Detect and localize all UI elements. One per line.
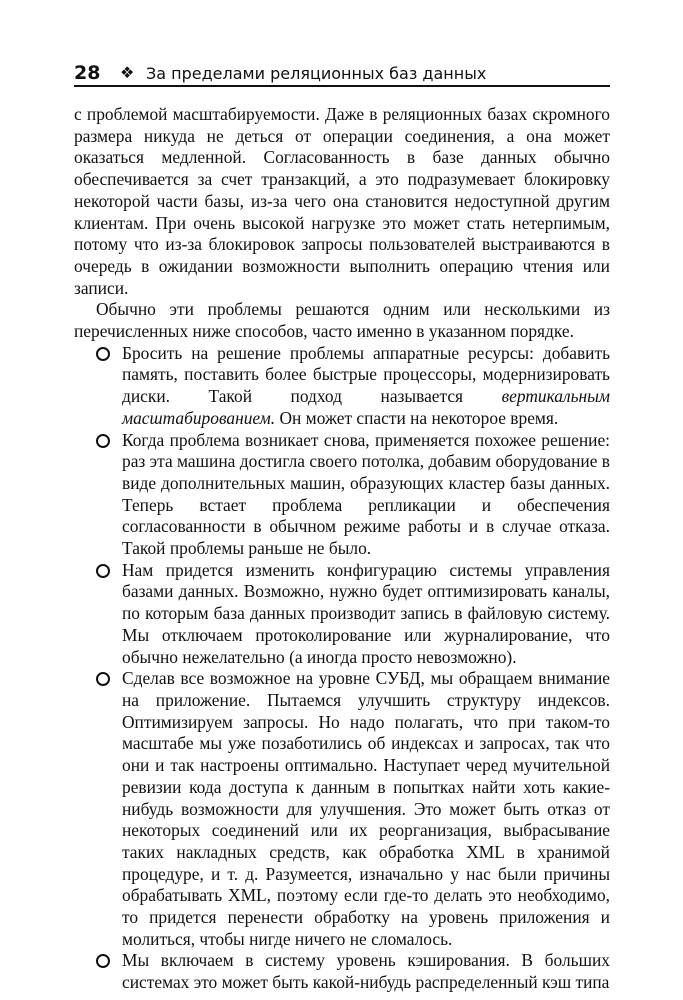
bullet-icon [96,347,110,361]
chapter-title: За пределами реляционных баз данных [146,64,487,83]
list-item-text: Он может спасти на некоторое время. [275,407,559,428]
list-item [74,343,610,430]
list-item-text: Бросить на решение проблемы аппаратные ресурсы: добавить память, поставить более быстрые процессоры, модернизировать диски. Такой подход называется [122,342,610,407]
list-item [74,430,610,560]
list-item-text: Мы включаем в систему уровень кэширования. В больших системах это может быть какой-нибудь распределенный кэш типа [122,950,610,993]
page-number: 28 [74,62,101,84]
ornament-icon: ❖ [120,63,135,82]
list-item-text: Нам придется изменить конфигурацию системы управления базами данных. Возможно, нужно будет оптимизировать каналы, по которым база данных производит запись в файловую систему. Мы отключаем протоколирование или журналирование, что обычно нежелательно (а иногда просто невозможно). [122,559,610,667]
page-body [74,104,610,994]
paragraph: с проблемой масштабируемости. Даже в реляционных базах скромного размера никуда не деться от операции соединения, а она может оказаться медленной. Согласованность в базе данных обычно обеспечивается за счет транзакций, а это подразумевает блокировку некоторой части базы, из-за чего она становится недоступной другим клиентам. При очень высокой нагрузке это может стать нетерпимым, потому что из-за блокировок запросы пользователей выстраиваются в очередь в ожидании возможности выполнить операцию чтения или записи. [74,104,610,298]
bullet-icon [96,564,110,578]
list-item [74,668,610,950]
running-header [74,58,610,86]
bullet-icon [96,954,110,968]
paragraph: Обычно эти проблемы решаются одним или несколькими из перечисленных ниже способов, часто именно в указанном порядке. [74,299,610,342]
bullet-icon [96,672,110,686]
list-item-text: Сделав все возможное на уровне СУБД, мы обращаем внимание на приложение. Пытаемся улучшить структуру индексов. Оптимизируем запросы. Но надо полагать, что при таком-то масштабе мы уже позаботились об индексах и запросах, так что они и так настроены оптимально. Наступает черед мучительной ревизии кода доступа к данным в попытках найти хоть какие-нибудь возможности для улучшения. Это может быть отказ от некоторых соединений или их реорганизация, выбрасывание таких накладных средств, как обработка XML в хранимой процедуре, и т. д. Разумеется, изначально у нас были причины обрабатывать XML, поэтому если где-то делать это необходимо, то придется перенести обработку на уровень приложения и молиться, чтобы нигде ничего не сломалось. [122,668,610,949]
list-item [74,950,610,993]
list-item [74,560,610,669]
header-rule [74,85,610,87]
bullet-icon [96,434,110,448]
bullet-list [74,343,610,994]
emphasized-term: вертикальным масштабированием. [122,386,610,428]
list-item-text: Когда проблема возникает снова, применяется похожее решение: раз эта машина достигла своего потолка, добавим оборудование в виде дополнительных машин, образующих кластер базы данных. Теперь встает проблема репликации и обеспечения согласованности в обычном режиме работы и в случае отказа. Такой проблемы раньше не было. [122,429,610,559]
